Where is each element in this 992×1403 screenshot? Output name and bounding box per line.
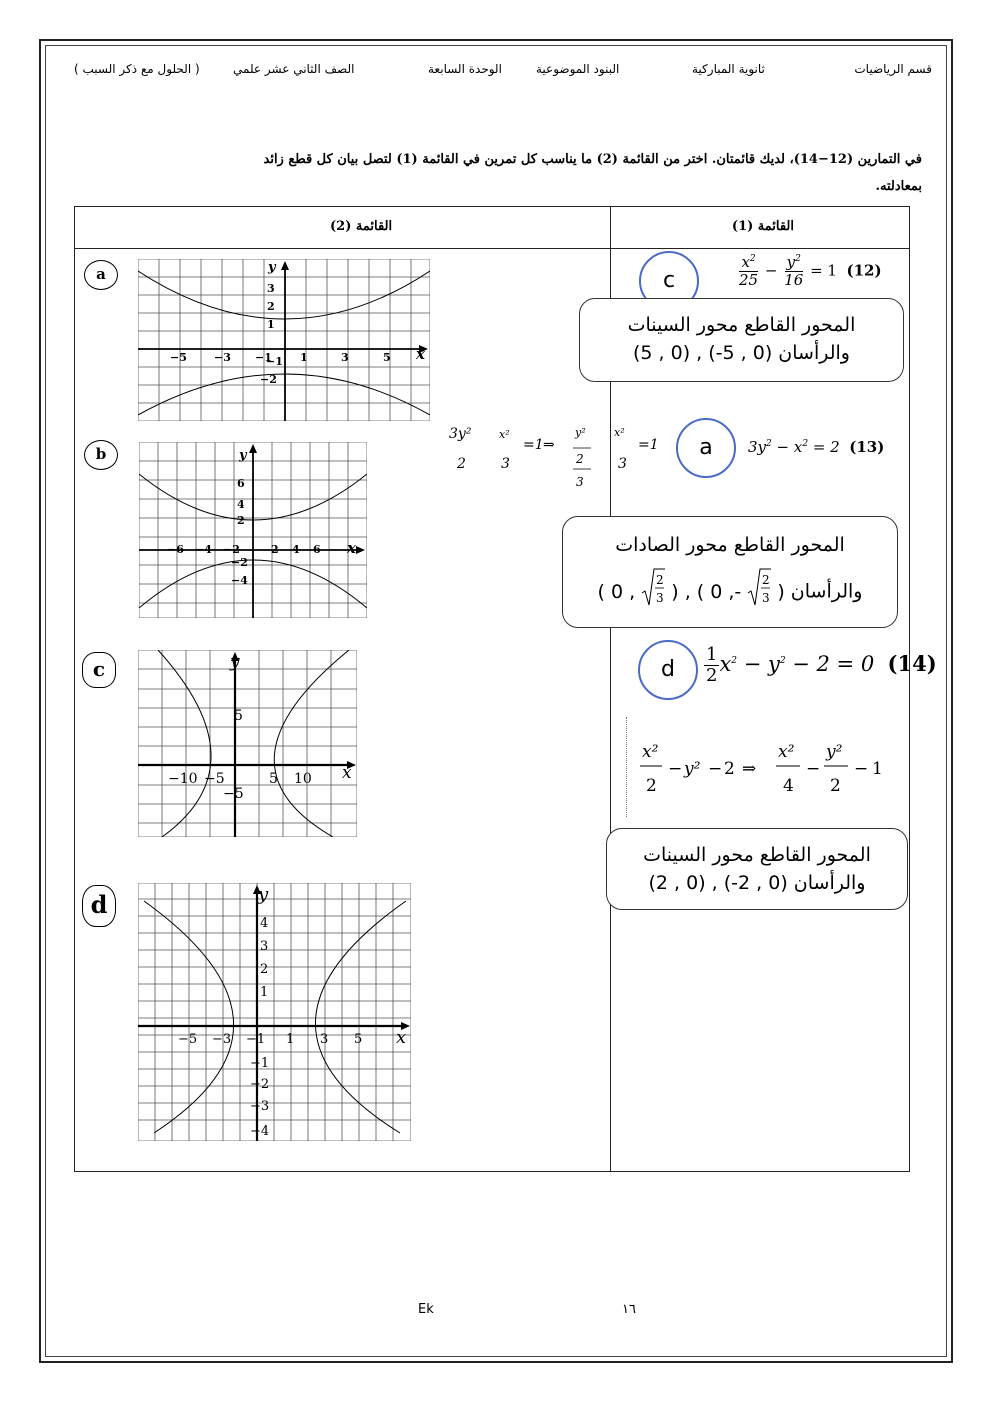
graph-a-tick-x-5: 5 xyxy=(383,351,391,364)
graph-b-arrow-x xyxy=(356,546,365,554)
graph-a-axes xyxy=(138,265,422,421)
svg-text:−: − xyxy=(806,759,821,779)
note-13-vertex-part1: ( 0 , xyxy=(597,580,642,603)
svg-text:2: 2 xyxy=(656,573,664,587)
svg-text:3y²: 3y² xyxy=(449,426,472,442)
svg-text:−: − xyxy=(708,759,723,779)
svg-text:2: 2 xyxy=(576,452,584,466)
graph-label-d: d xyxy=(82,885,116,927)
svg-text:⇒: ⇒ xyxy=(742,759,757,779)
note-12-line2: والرأسان (0 , 5-) , (0 , 5) xyxy=(633,342,850,364)
graph-a-axis-y-label: y xyxy=(268,260,276,275)
footer-page-number: ١٦ xyxy=(622,1302,636,1317)
eq14-half: $\frac{1}{2}$ xyxy=(706,644,718,686)
exercise-13-number: (13) xyxy=(849,438,885,456)
graph-b-arrow-y xyxy=(249,444,257,453)
svg-text:=1: =1 xyxy=(638,437,659,453)
exercise-14-work xyxy=(638,737,888,799)
graph-d-tick-x-0: −5 xyxy=(178,1032,198,1047)
graph-b xyxy=(139,442,367,618)
graph-d-tick-y-4: −1 xyxy=(250,1056,270,1071)
graph-a-tick-y-1: 2 xyxy=(267,300,275,313)
note-bubble-12 xyxy=(579,298,904,382)
header-unit: الوحدة السابعة xyxy=(428,62,502,76)
graph-b-axis-x-label: x xyxy=(347,539,356,557)
header-department: قسم الرياضيات xyxy=(854,62,932,76)
svg-text:3: 3 xyxy=(762,591,770,605)
graph-b-tick-y-0: 6 xyxy=(237,477,245,490)
equation-12: $\frac{x^2}{25}$ − $\frac{y^2}{16}$ = 1 (12) xyxy=(739,253,882,289)
answer-circle-13: a xyxy=(676,418,736,478)
graph-b-tick-x-5: 6 xyxy=(313,543,321,556)
svg-text:x²: x² xyxy=(499,428,510,441)
instructions xyxy=(72,146,922,200)
footer-initials: Ek xyxy=(418,1302,434,1317)
graph-a-tick-y-0: 3 xyxy=(267,282,275,295)
graph-label-a: a xyxy=(84,260,118,290)
graph-c-tick-x-2: 5 xyxy=(269,771,278,787)
svg-text:2: 2 xyxy=(724,759,735,779)
graph-c-tick-x-0: −10 xyxy=(168,771,198,787)
note-13-line2 xyxy=(563,567,897,617)
graph-a-tick-y-4: −2 xyxy=(260,373,277,386)
graph-c-tick-x-1: −5 xyxy=(204,771,225,787)
header-grade: الصف الثاني عشر علمي xyxy=(233,62,355,76)
graph-d-grid xyxy=(138,883,411,1141)
graph-label-b: b xyxy=(84,440,118,470)
graph-d-tick-y-5: −2 xyxy=(250,1077,270,1092)
dotted-margin-line xyxy=(626,717,627,817)
graph-d-axis-y-label: y xyxy=(258,884,269,905)
svg-text:y²: y² xyxy=(826,742,843,762)
exercise-14-number: (14) xyxy=(887,651,937,676)
graph-b-tick-y-3: −2 xyxy=(231,556,248,569)
answer-circle-12: c xyxy=(639,251,699,311)
sqrt-two-thirds-2 xyxy=(747,567,771,617)
svg-text:3: 3 xyxy=(656,591,664,605)
graph-a-tick-x-4: 3 xyxy=(341,351,349,364)
graph-c-tick-x-3: 10 xyxy=(294,771,312,787)
graph-b-tick-y-4: −4 xyxy=(231,574,248,587)
graph-c-axis-x-label: x xyxy=(342,763,352,783)
graph-d-tick-y-7: −4 xyxy=(250,1124,270,1139)
exercise-12-number: (12) xyxy=(846,261,882,280)
graph-b-tick-x-4: 4 xyxy=(292,543,300,556)
graph-d-tick-x-5: 5 xyxy=(354,1032,363,1047)
note-14-line2: والرأسان (0 , 2-) , (0 , 2) xyxy=(648,872,866,894)
graph-d-tick-x-2: −1 xyxy=(246,1032,266,1047)
header-section: البنود الموضوعية xyxy=(536,62,620,76)
graph-a-axis-x-label: x xyxy=(416,345,425,363)
graph-c-tick-y-1: −5 xyxy=(223,786,244,802)
graph-b-tick-x-3: 2 xyxy=(271,543,279,556)
graph-a-tick-x-2: −1 xyxy=(255,351,272,364)
graph-d-branch-right xyxy=(315,901,406,1133)
note-13-vertex-part2: ) , ( 0 ,- xyxy=(665,580,748,603)
graph-a-arrow-y xyxy=(281,261,289,270)
sqrt-two-thirds-1 xyxy=(641,567,665,617)
equation-13: $3y^2 - x^2 = 2$ (13) xyxy=(748,438,885,456)
svg-text:=1: =1 xyxy=(523,437,544,453)
instructions-line1: في التمارين (12−14)، لديك قائمتان. اختر من القائمة (2) ما يناسب كل تمرين في القائمة (1) لتصل بيان كل قطع زائد xyxy=(263,152,922,167)
svg-text:2: 2 xyxy=(646,776,657,796)
graph-a-tick-x-0: −5 xyxy=(170,351,187,364)
graph-d xyxy=(138,883,411,1141)
graph-b-tick-x-0: −6 xyxy=(167,543,184,556)
graph-b-axes xyxy=(139,448,359,618)
graph-d-tick-x-1: −3 xyxy=(212,1032,232,1047)
graph-d-tick-x-4: 3 xyxy=(320,1032,329,1047)
graph-label-c: c xyxy=(82,652,116,688)
svg-text:3: 3 xyxy=(618,456,627,472)
graph-b-tick-x-1: −4 xyxy=(195,543,212,556)
svg-text:⇒: ⇒ xyxy=(543,437,555,453)
graph-a-tick-x-1: −3 xyxy=(214,351,231,364)
eq12-frac-y: $\frac{y^2}{16}$ xyxy=(784,253,804,289)
equation-14: $\frac{1}{2}$ $x^2 - y^2 - 2 = 0$ (14) xyxy=(706,644,937,686)
svg-text:1: 1 xyxy=(872,759,883,779)
graph-a-grid xyxy=(138,259,430,421)
svg-text:x²: x² xyxy=(614,426,625,439)
graph-b-tick-x-2: −2 xyxy=(223,543,240,556)
graph-c-grid xyxy=(138,650,357,837)
svg-text:2: 2 xyxy=(762,573,770,587)
instructions-line2: بمعادلته. xyxy=(875,179,922,194)
note-13-line1: المحور القاطع محور الصادات xyxy=(615,534,845,556)
eq12-frac-x: $\frac{x^2}{25}$ xyxy=(739,253,759,289)
note-13-vertex-part3: ) xyxy=(771,580,785,603)
graph-d-tick-y-3: 1 xyxy=(260,985,269,1000)
header-school: ثانوية المباركية xyxy=(692,62,765,76)
graph-b-axis-y-label: y xyxy=(239,448,247,463)
header-note: ( الحلول مع ذكر السبب ) xyxy=(74,62,200,76)
graph-d-axis-x-label: x xyxy=(396,1027,407,1048)
graph-c-axes xyxy=(138,656,350,837)
graph-a-tick-y-2: 1 xyxy=(267,318,275,331)
svg-text:−: − xyxy=(854,759,869,779)
graph-d-tick-y-1: 3 xyxy=(260,939,269,954)
svg-text:2: 2 xyxy=(457,456,466,472)
svg-text:2: 2 xyxy=(830,776,841,796)
column-header-list1: القائمة (1) xyxy=(731,219,794,234)
svg-text:3: 3 xyxy=(576,475,584,489)
graph-a-tick-y-3: −1 xyxy=(266,355,283,368)
note-13-vertices xyxy=(597,573,785,605)
graph-a xyxy=(138,259,430,421)
svg-text:−: − xyxy=(668,759,683,779)
graph-c-branch-right xyxy=(274,650,349,837)
svg-text:3: 3 xyxy=(501,456,510,472)
answer-circle-14: d xyxy=(638,640,698,700)
note-12-line1: المحور القاطع محور السينات xyxy=(627,314,856,336)
note-13-prefix: والرأسان xyxy=(790,580,863,603)
graph-c-branch-left xyxy=(158,650,211,837)
graph-d-tick-y-6: −3 xyxy=(250,1099,270,1114)
svg-text:x²: x² xyxy=(778,742,795,762)
exercise-13-work xyxy=(445,420,670,492)
note-14-line1: المحور القاطع محور السينات xyxy=(643,844,871,866)
header-divider xyxy=(75,248,909,249)
graph-d-tick-y-2: 2 xyxy=(260,962,269,977)
graph-c-tick-y-0: 5 xyxy=(234,708,243,724)
note-bubble-13 xyxy=(562,516,898,628)
graph-b-tick-y-2: 2 xyxy=(237,514,245,527)
note-bubble-14 xyxy=(606,828,908,910)
svg-text:x²: x² xyxy=(642,742,659,762)
graph-d-tick-x-3: 1 xyxy=(286,1032,295,1047)
graph-c xyxy=(138,650,357,837)
svg-text:y²: y² xyxy=(575,426,586,439)
graph-a-tick-x-3: 1 xyxy=(300,351,308,364)
svg-text:4: 4 xyxy=(783,776,794,796)
graph-a-branch-lower xyxy=(138,374,430,415)
column-header-list2: القائمة (2) xyxy=(330,219,393,234)
graph-c-axis-y-label: y xyxy=(230,652,240,672)
graph-d-tick-y-0: 4 xyxy=(260,916,269,931)
graph-b-tick-y-1: 4 xyxy=(237,498,245,511)
svg-text:y²: y² xyxy=(684,759,701,779)
